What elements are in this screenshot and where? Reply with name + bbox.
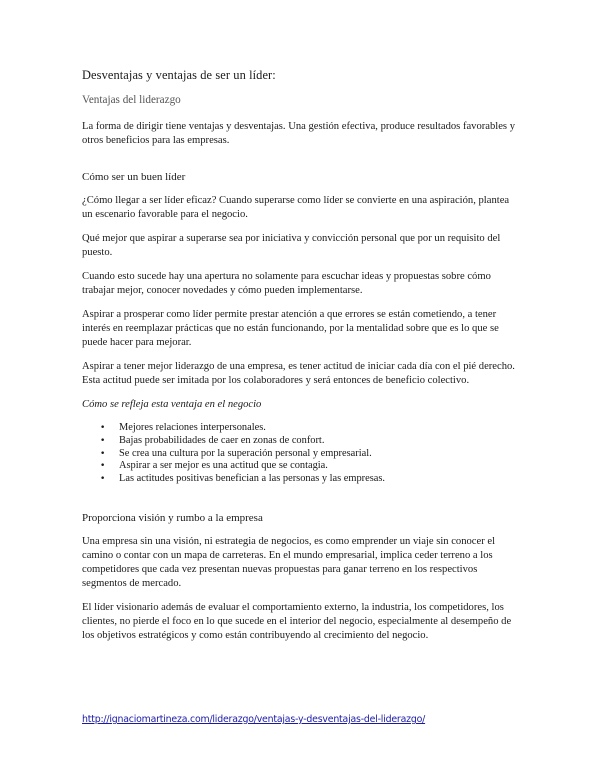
bullet-list — [82, 422, 522, 486]
paragraph: El líder visionario además de evaluar el comportamiento externo, la industria, los competidores, los clientes, no pierde el foco en lo que sucede en el interior del negocio, especialmente al desempeño de los objetivos estratégicos y como están contribuyendo al crecimiento del negocio. — [82, 601, 512, 641]
paragraph: Una empresa sin una visión, ni estrategia de negocios, es como emprender un viaje sin conocer el camino o contar con un mapa de carreteras. En el mundo empresarial, implica ceder terreno a los competidores que cada vez presentan nuevas propuestas para ganar terreno en los respectivos segmentos de mercado. — [82, 535, 496, 589]
paragraph: ¿Cómo llegar a ser líder eficaz? Cuando superarse como líder se convierte en una aspiración, plantea un escenario favorable para el negocio. — [82, 195, 510, 220]
document-title: Desventajas y ventajas de ser un líder: — [82, 68, 276, 82]
italic-subheading: Cómo se refleja esta ventaja en el negocio — [82, 399, 262, 410]
section-heading-buen-lider: Cómo ser un buen líder — [82, 171, 186, 183]
paragraph: Aspirar a prosperar como líder permite prestar atención a que errores se están cometiendo, a tener interés en reemplazar prácticas que no están funcionando, por la mentalidad sobre que es lo que se puede hacer para mejorar. — [82, 309, 499, 348]
list-item: • Mejores relaciones interpersonales. — [82, 422, 522, 435]
list-item: • Las actitudes positivas benefician a las personas y las empresas. — [82, 473, 522, 486]
paragraph: Qué mejor que aspirar a superarse sea por iniciativa y convicción personal que por un requisito del puesto. — [82, 233, 501, 258]
paragraph: Aspirar a tener mejor liderazgo de una empresa, es tener actitud de iniciar cada día con el pié derecho. Esta actitud puede ser imitada por los colaboradores y será entonces de beneficio colectivo. — [82, 361, 515, 386]
document-content — [82, 68, 522, 653]
source-link[interactable]: http://ignaciomartineza.com/liderazgo/ventajas-y-desventajas-del-liderazgo/ — [82, 714, 426, 725]
section-heading-vision: Proporciona visión y rumbo a la empresa — [82, 511, 263, 524]
list-item: • Bajas probabilidades de caer en zonas de confort. — [82, 435, 522, 448]
document-subtitle: Ventajas del liderazgo — [82, 94, 181, 106]
list-item: • Aspirar a ser mejor es una actitud que se contagia. — [82, 460, 522, 473]
intro-paragraph: La forma de dirigir tiene ventajas y desventajas. Una gestión efectiva, produce resultados favorables y otros beneficios para las empresas. — [82, 121, 516, 146]
paragraph: Cuando esto sucede hay una apertura no solamente para escuchar ideas y propuestas sobre cómo trabajar mejor, conocer novedades y cómo pueden implementarse. — [82, 271, 491, 296]
list-item: • Se crea una cultura por la superación personal y empresarial. — [82, 448, 522, 461]
